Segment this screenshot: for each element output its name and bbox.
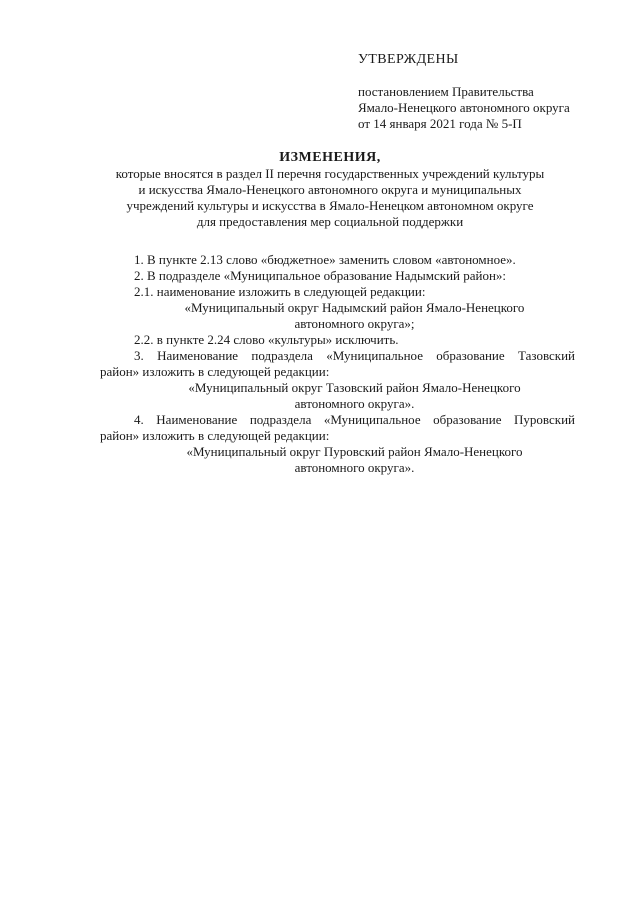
quote-line: «Муниципальный округ Надымский район Ямало-Ненецкого — [184, 300, 525, 315]
document-title: ИЗМЕНЕНИЯ, — [279, 150, 381, 165]
document-title-block — [90, 150, 570, 230]
quote-line: «Муниципальный округ Тазовский район Ямало-Ненецкого — [188, 380, 521, 395]
approval-line: Ямало-Ненецкого автономного округа — [358, 100, 570, 115]
approval-block — [358, 52, 628, 132]
title-subline: которые вносятся в раздел II перечня государственных учреждений культуры — [115, 166, 545, 181]
approval-heading: УТВЕРЖДЕНЫ — [358, 52, 459, 67]
document-body — [100, 252, 575, 476]
item-3-line1: 3. Наименование подраздела «Муниципальное образование Тазовский — [134, 348, 575, 363]
approval-line: от 14 января 2021 года № 5-П — [358, 116, 522, 131]
item-2-1: 2.1. наименование изложить в следующей редакции: — [134, 284, 426, 299]
title-subline: для предоставления мер социальной поддержки — [196, 214, 464, 229]
quote-line: автономного округа». — [294, 460, 415, 475]
item-1: 1. В пункте 2.13 слово «бюджетное» заменить словом «автономное». — [134, 252, 516, 267]
item-4-line2: район» изложить в следующей редакции: — [100, 428, 330, 443]
quote-line: «Муниципальный округ Пуровский район Ямало-Ненецкого — [186, 444, 523, 459]
quote-line: автономного округа». — [294, 396, 415, 411]
title-subline: учреждений культуры и искусства в Ямало-Ненецком автономном округе — [126, 198, 534, 213]
title-subline: и искусства Ямало-Ненецкого автономного округа и муниципальных — [138, 182, 522, 197]
item-2: 2. В подразделе «Муниципальное образование Надымский район»: — [134, 268, 507, 283]
item-4-line1: 4. Наименование подраздела «Муниципальное образование Пуровский — [134, 412, 575, 427]
approval-line: постановлением Правительства — [358, 84, 534, 99]
item-3-line2: район» изложить в следующей редакции: — [100, 364, 330, 379]
item-2-2: 2.2. в пункте 2.24 слово «культуры» исключить. — [134, 332, 399, 347]
quote-line: автономного округа»; — [294, 316, 415, 331]
